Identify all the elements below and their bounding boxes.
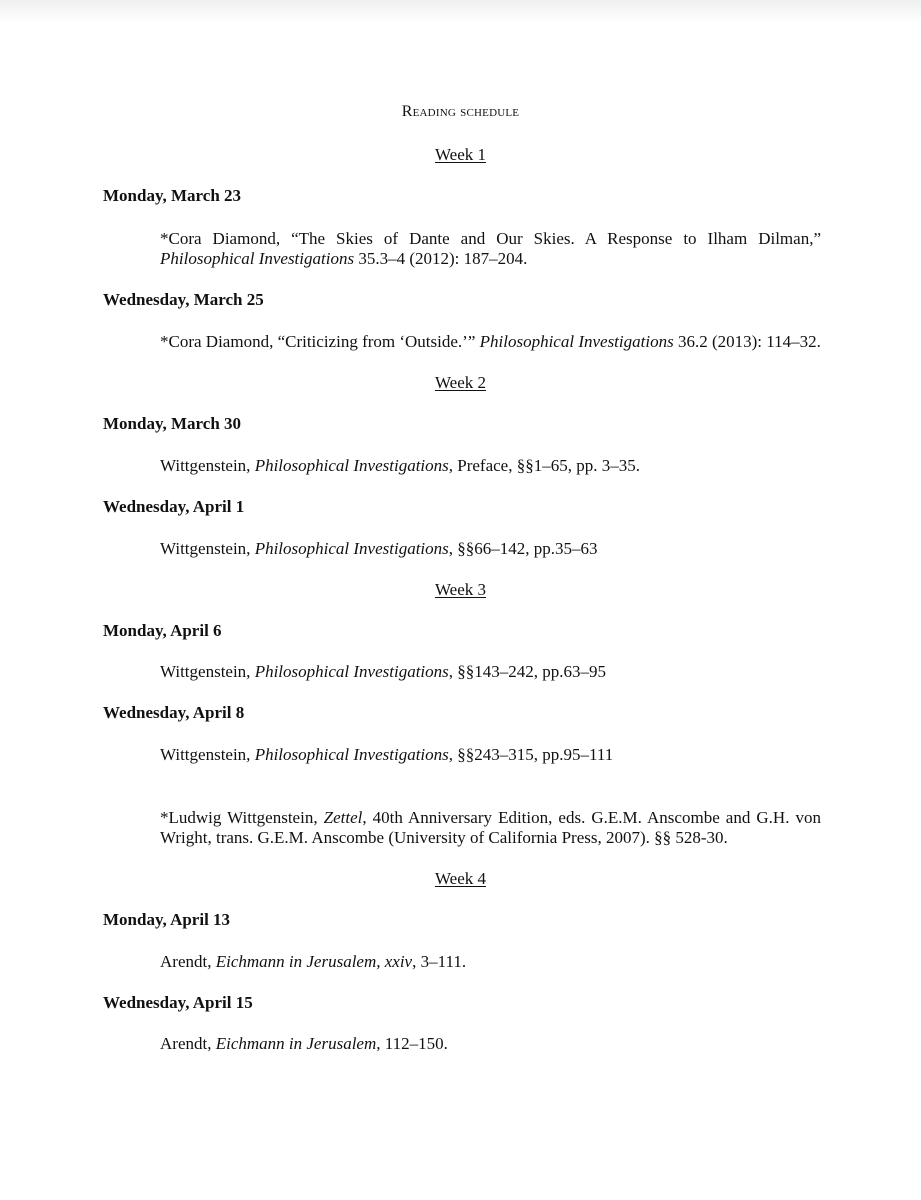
- entry-work-title: Eichmann in Jerusalem: [215, 1034, 377, 1053]
- entry-text: Wittgenstein,: [160, 662, 255, 681]
- reading-entry: [160, 456, 821, 476]
- entry-citation: 35.3–4 (2012): 187–204.: [354, 249, 528, 268]
- week-heading: Week 1: [434, 145, 487, 164]
- entry-work-title: Philosophical Investigations: [254, 662, 449, 681]
- entry-work-title: Philosophical Investigations: [254, 456, 449, 475]
- day-heading: Monday, April 13: [103, 910, 231, 929]
- reading-entry: [160, 952, 821, 972]
- entry-work-title: Philosophical Investigations: [254, 745, 449, 764]
- reading-entry: [160, 745, 821, 765]
- entry-citation: , §§243–315, pp.95–111: [448, 745, 614, 764]
- entry-work-title: Philosophical Investigations: [160, 249, 355, 268]
- reading-entry: [160, 808, 821, 848]
- entry-text: *Cora Diamond, “Criticizing from ‘Outside.’”: [160, 332, 480, 351]
- entry-citation: , Preface, §§1–65, pp. 3–35.: [448, 456, 640, 475]
- day-heading: Monday, March 23: [103, 186, 242, 205]
- entry-work-title: Zettel: [323, 808, 363, 827]
- day-heading: Monday, March 30: [103, 414, 242, 433]
- day-heading: Wednesday, April 8: [103, 703, 245, 722]
- reading-entry: [160, 662, 821, 682]
- document-title: Reading schedule: [401, 103, 520, 120]
- reading-entry: [160, 229, 821, 269]
- week-heading: Week 2: [434, 373, 487, 392]
- entry-text: Wittgenstein,: [160, 745, 255, 764]
- entry-citation: , §§143–242, pp.63–95: [448, 662, 607, 681]
- day-heading: Wednesday, April 1: [103, 497, 245, 516]
- entry-citation: , 40th Anniversary Edition, eds. G.E.M. Anscombe and G.H. von Wright, trans. G.E.M. Anscombe (University of California Press, 2007). §§ 528-30.: [160, 808, 821, 847]
- reading-entry: [160, 539, 821, 559]
- day-heading: Monday, April 6: [103, 621, 222, 640]
- entry-citation: , §§66–142, pp.35–63: [448, 539, 598, 558]
- entry-work-title: Philosophical Investigations: [254, 539, 449, 558]
- day-heading: Wednesday, March 25: [103, 290, 264, 309]
- entry-citation: , 112–150.: [376, 1034, 448, 1053]
- page-top-edge: [0, 0, 921, 22]
- entry-citation: 36.2 (2013): 114–32.: [673, 332, 821, 351]
- reading-entry: [160, 332, 821, 352]
- entry-text: Arendt,: [160, 952, 216, 971]
- entry-text: Wittgenstein,: [160, 539, 255, 558]
- entry-work-title: Eichmann in Jerusalem, xxiv: [215, 952, 413, 971]
- week-heading: Week 3: [434, 580, 487, 599]
- entry-work-title: Philosophical Investigations: [479, 332, 674, 351]
- entry-citation: , 3–111.: [412, 952, 467, 971]
- reading-entry: [160, 1034, 821, 1054]
- entry-text: *Cora Diamond, “The Skies of Dante and Our Skies. A Response to Ilham Dilman,”: [160, 229, 821, 248]
- day-heading: Wednesday, April 15: [103, 993, 253, 1012]
- entry-text: Arendt,: [160, 1034, 216, 1053]
- week-heading: Week 4: [434, 869, 487, 888]
- entry-text: *Ludwig Wittgenstein,: [160, 808, 324, 827]
- entry-text: Wittgenstein,: [160, 456, 255, 475]
